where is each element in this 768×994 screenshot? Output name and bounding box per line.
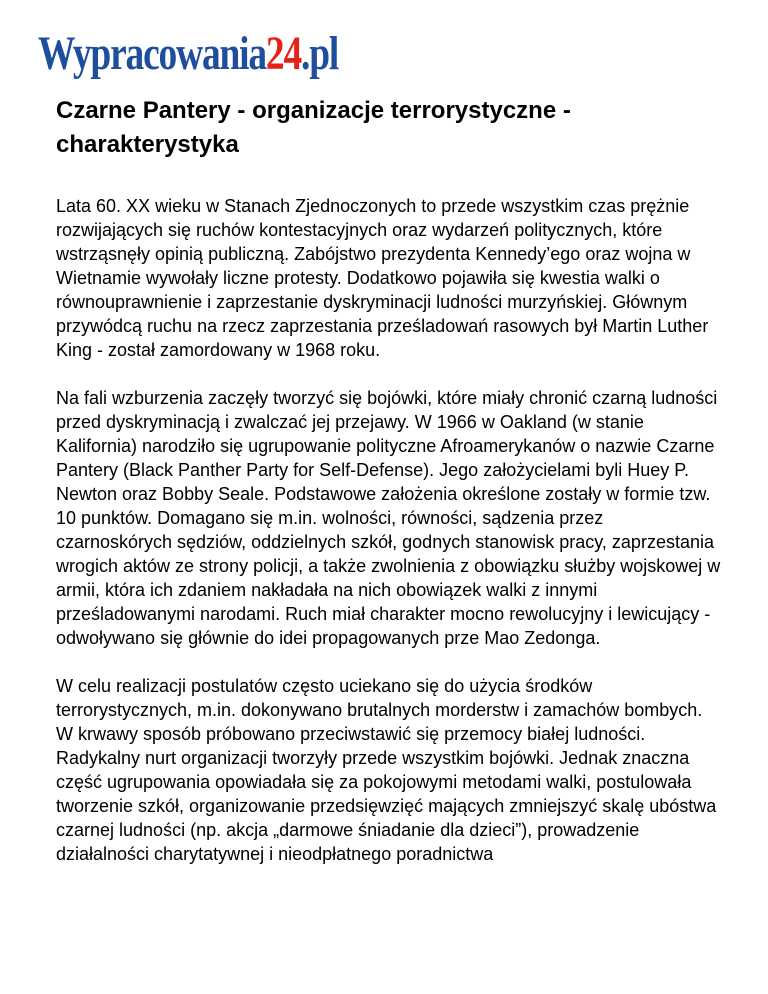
logo-brand-domain: .pl — [301, 27, 339, 80]
article-body — [56, 194, 724, 890]
logo-wordmark — [38, 27, 339, 80]
article-paragraph-1: Lata 60. XX wieku w Stanach Zjednoczonych to przede wszystkim czas prężnie rozwijających się ruchów kontestacyjnych oraz wydarzeń politycznych, które wstrząsnęły opinią publiczną. Zabójstwo prezydenta Kennedy’ego oraz wojna w Wietnamie wywołały liczne protesty. Dodatkowo pojawiła się kwestia walki o równouprawnienie i zaprzestanie dyskryminacji ludności murzyńskiej. Głównym przywódcą ruchu na rzecz zaprzestania prześladowań rasowych był Martin Luther King - został zamordowany w 1968 roku. — [56, 196, 709, 360]
logo-brand-text: Wypracowania — [38, 27, 266, 80]
page-title — [56, 94, 716, 162]
article-paragraph-3: W celu realizacji postulatów często uciekano się do użycia środków terrorystycznych, m.in. dokonywano brutalnych morderstw i zamachów bombych. W krwawy sposób próbowano przeciwstawić się przemocy białej ludności. Radykalny nurt organizacji tworzyły przede wszystkim bojówki. Jednak znaczna część ugrupowania opowiadała się za pokojowymi metodami walki, postulowała tworzenie szkół, organizowanie przedsięwzięć mających zmniejszyć skalę ubóstwa czarnej ludności (np. akcja „darmowe śniadanie dla dzieci”), prowadzenie działalności charytatywnej i nieodpłatnego poradnictwa — [56, 676, 717, 864]
page-title-line-2: charakterystyka — [56, 131, 239, 158]
page-title-line-1: Czarne Pantery - organizacje terrorystyczne - — [56, 97, 571, 124]
article-paragraph-2: Na fali wzburzenia zaczęły tworzyć się bojówki, które miały chronić czarną ludności przed dyskryminacją i zwalczać jej przejawy. W 1966 w Oakland (w stanie Kalifornia) narodziło się ugrupowanie polityczne Afroamerykanów o nazwie Czarne Pantery (Black Panther Party for Self-Defense). Jego założycielami byli Huey P. Newton oraz Bobby Seale. Podstawowe założenia określone zostały w formie tzw. 10 punktów. Domagano się m.in. wolności, równości, sądzenia przez czarnoskórych sędziów, oddzielnych szkół, godnych stanowisk pracy, zaprzestania wrogich aktów ze strony policji, a także zwolnienia z obowiązku służby wojskowej w armii, która ich zdaniem nakładała na nich obowiązek walki z innymi prześladowanymi narodami. Ruch miał charakter mocno rewolucyjny i lewicujący - odwoływano się głównie do idei propagowanych prze Mao Zedonga. — [56, 388, 721, 648]
site-logo[interactable] — [38, 16, 423, 78]
logo-brand-number: 24 — [265, 27, 302, 80]
